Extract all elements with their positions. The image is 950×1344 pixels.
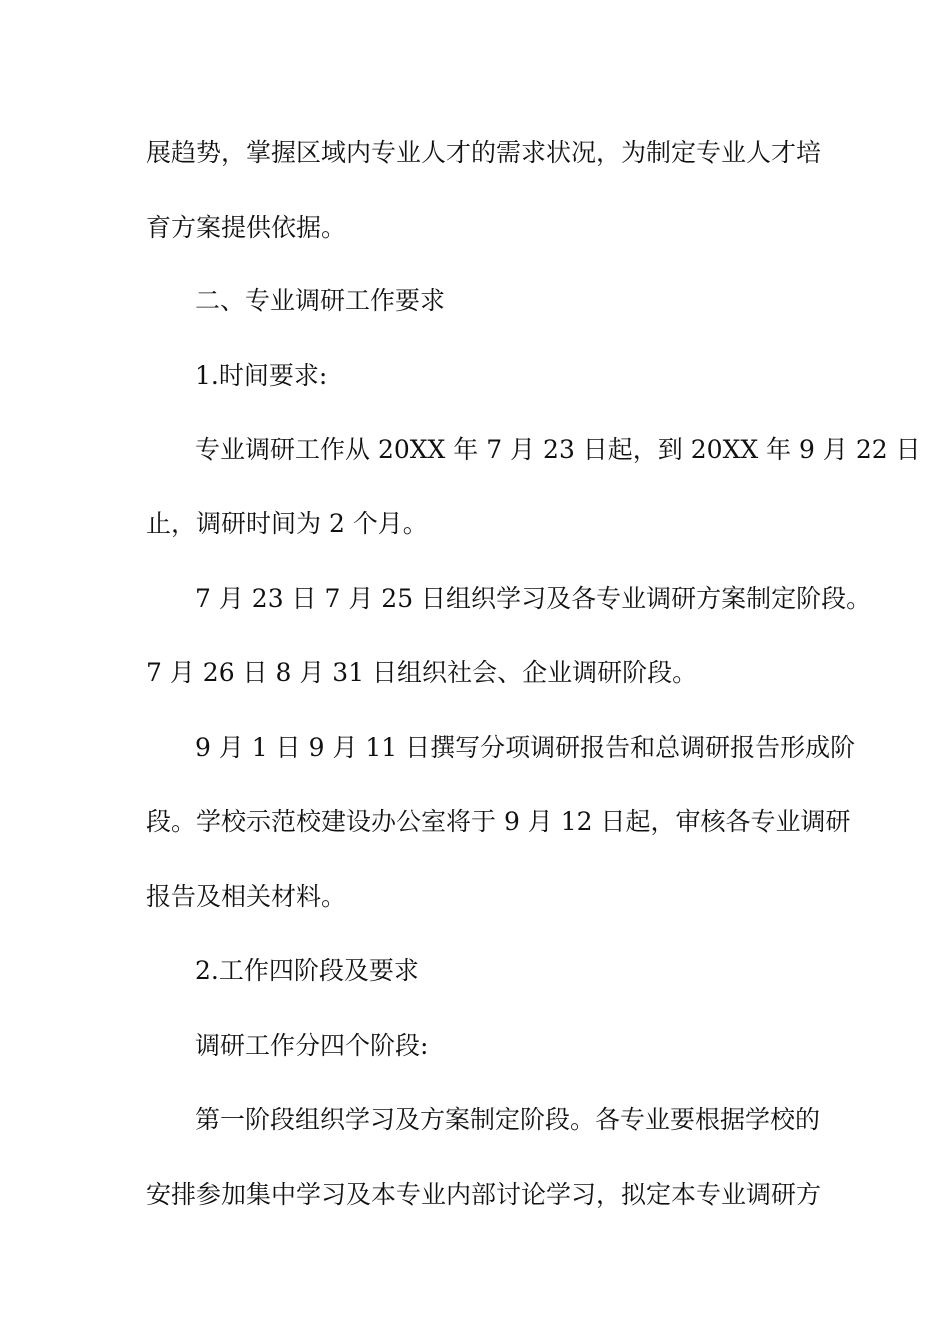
paragraph-line-11: 报告及相关材料。 [146, 882, 347, 911]
paragraph-line-9: 9 月 1 日 9 月 11 日撰写分项调研报告和总调研报告形成阶 [195, 733, 856, 762]
subheading-time-requirement: 1.时间要求: [195, 361, 328, 390]
paragraph-line-10: 段。学校示范校建设办公室将于 9 月 12 日起，审核各专业调研 [146, 807, 851, 836]
paragraph-line-2: 育方案提供依据。 [146, 213, 347, 242]
paragraph-line-5: 专业调研工作从 20XX 年 7 月 23 日起，到 20XX 年 9 月 22 日 [195, 435, 921, 464]
section-heading: 二、专业调研工作要求 [195, 286, 446, 315]
paragraph-line-15: 安排参加集中学习及本专业内部讨论学习，拟定本专业调研方 [146, 1180, 822, 1209]
paragraph-line-13: 调研工作分四个阶段: [195, 1031, 429, 1060]
paragraph-line-7: 7 月 23 日 7 月 25 日组织学习及各专业调研方案制定阶段。 [195, 584, 872, 613]
paragraph-line-8: 7 月 26 日 8 月 31 日组织社会、企业调研阶段。 [146, 658, 698, 687]
subheading-four-stages: 2.工作四阶段及要求 [195, 956, 419, 985]
paragraph-line-1: 展趋势，掌握区域内专业人才的需求状况，为制定专业人才培 [146, 138, 822, 167]
paragraph-line-6: 止，调研时间为 2 个月。 [146, 509, 428, 538]
paragraph-line-14: 第一阶段组织学习及方案制定阶段。各专业要根据学校的 [195, 1105, 821, 1134]
